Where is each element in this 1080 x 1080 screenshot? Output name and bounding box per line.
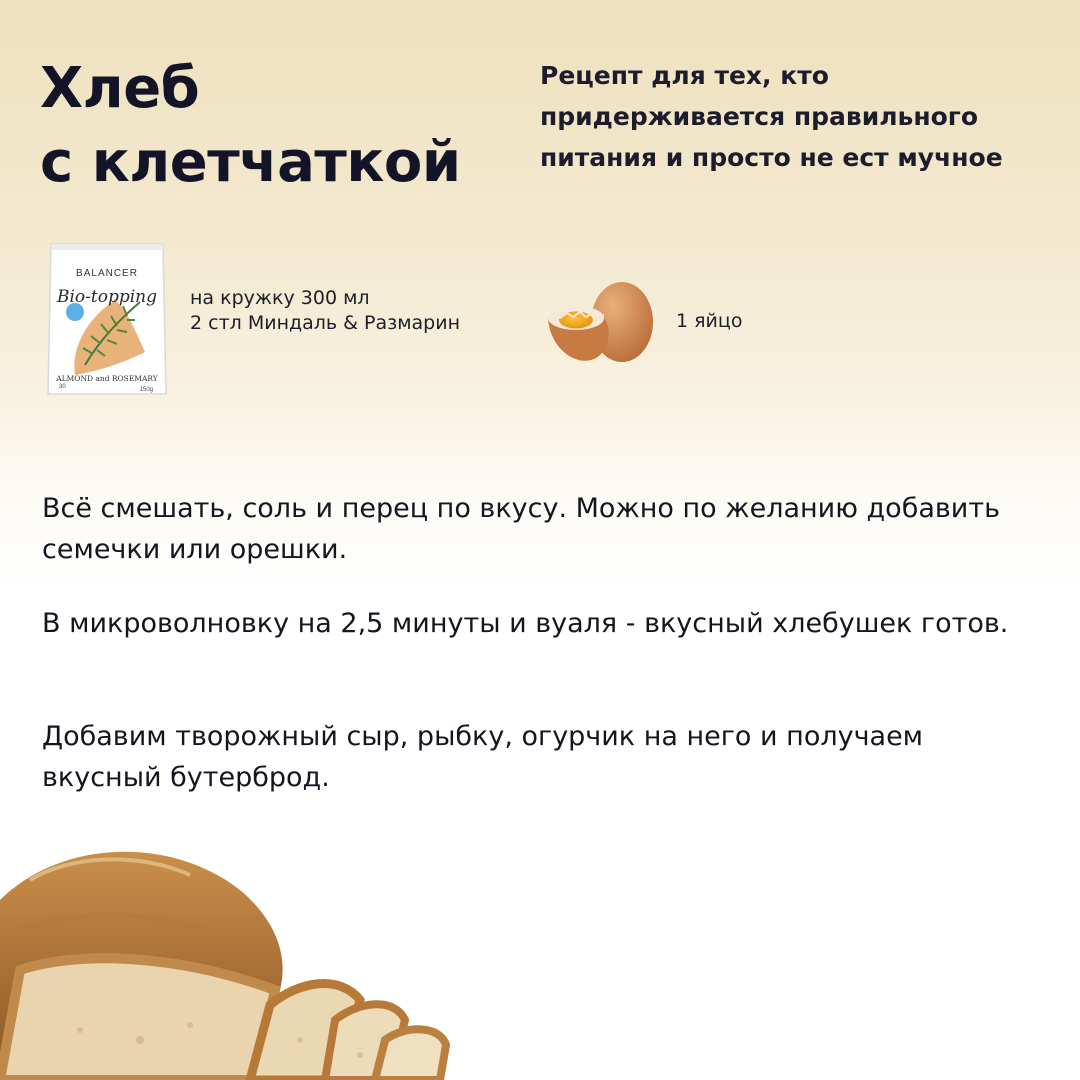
ingredient-2-line-1: 1 яйцо — [676, 310, 743, 332]
package-product: Bio-topping — [56, 287, 158, 307]
ingredient-1-text — [190, 286, 460, 336]
biotopping-package-icon — [45, 240, 169, 398]
package-weight: 150g — [139, 387, 153, 393]
bread-image — [0, 840, 470, 1080]
title-line-2: с клетчаткой — [40, 130, 461, 195]
ingredient-1-line-2: 2 стл Миндаль & Размарин — [190, 312, 461, 334]
package-servings: 30 — [59, 384, 66, 390]
page-title — [40, 52, 461, 200]
instruction-paragraph-2: В микроволновку на 2,5 минуты и вуаля - вкусный хлебушек готов. — [42, 608, 1009, 639]
ingredient-1-line-1: на кружку 300 мл — [190, 287, 370, 309]
egg-icon — [540, 270, 658, 374]
ingredient-2-text — [676, 309, 742, 334]
title-line-1: Хлеб — [40, 56, 200, 121]
instruction-paragraph-3: Добавим творожный сыр, рыбку, огурчик на него и получаем вкусный бутерброд. — [42, 721, 924, 793]
instruction-paragraph-1: Всё смешать, соль и перец по вкусу. Можно по желанию добавить семечки или орешки. — [42, 493, 1000, 565]
package-brand: BALANCER — [76, 268, 138, 279]
subtitle: Рецепт для тех, кто придерживается правильного питания и просто не ест мучное — [540, 61, 1003, 172]
package-flavor: ALMOND and ROSEMARY — [56, 374, 158, 383]
